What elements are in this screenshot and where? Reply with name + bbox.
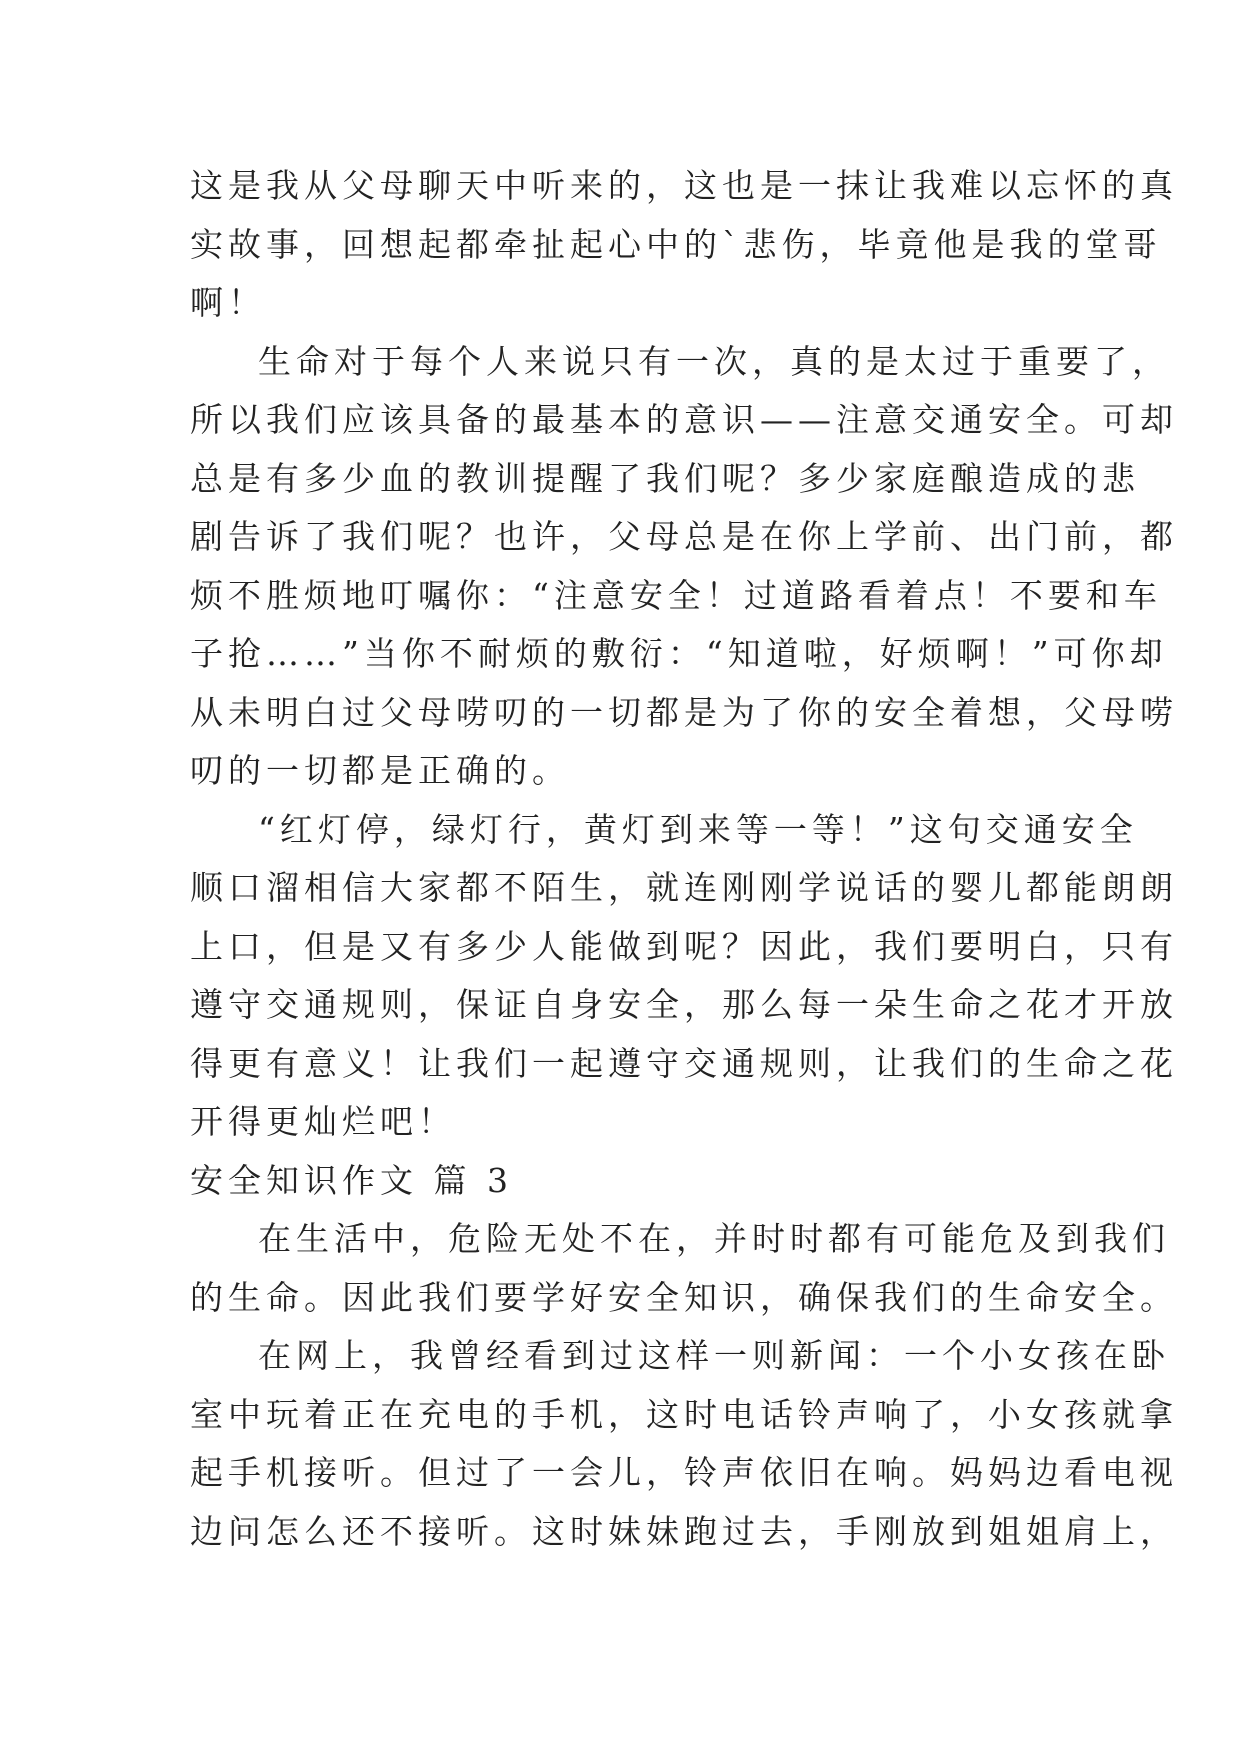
text-line: 实故事，回想起都牵扯起心中的`悲伤，毕竟他是我的堂哥 [190, 224, 1162, 264]
text-line: 总是有多少血的教训提醒了我们呢？多少家庭酿造成的悲 [190, 458, 1140, 498]
text-line: 这是我从父母聊天中听来的，这也是一抹让我难以忘怀的真 [190, 166, 1178, 205]
text-line: 边问怎么还不接听。这时妹妹跑过去，手刚放到姐姐肩上， [190, 1511, 1178, 1551]
text-line: 得更有意义！让我们一起遵守交通规则，让我们的生命之花 [190, 1043, 1178, 1083]
text-line: 在网上，我曾经看到过这样一则新闻：一个小女孩在卧 [258, 1336, 1170, 1375]
text-line: 生命对于每个人来说只有一次，真的是太过于重要了， [258, 341, 1170, 381]
text-line: 顺口溜相信大家都不陌生，就连刚刚学说话的婴儿都能朗朗 [190, 868, 1178, 907]
document-body [190, 157, 1178, 1561]
text-line: 剧告诉了我们呢？也许，父母总是在你上学前、出门前，都 [190, 517, 1178, 556]
text-line: 叨的一切都是正确的。 [190, 751, 570, 790]
text-line: 遵守交通规则，保证自身安全，那么每一朵生命之花才开放 [190, 985, 1178, 1024]
text-line: 上口，但是又有多少人能做到呢？因此，我们要明白，只有 [190, 926, 1178, 966]
text-line: 在生活中，危险无处不在，并时时都有可能危及到我们 [258, 1219, 1170, 1258]
text-line: “红灯停，绿灯行，黄灯到来等一等！”这句交通安全 [258, 809, 1138, 849]
text-line: 子抢……”当你不耐烦的敷衍：“知道啦，好烦啊！”可你却 [190, 634, 1168, 673]
text-line: 啊！ [190, 283, 266, 322]
text-line: 烦不胜烦地叮嘱你：“注意安全！过道路看着点！不要和车 [190, 575, 1162, 615]
text-line: 室中玩着正在充电的手机，这时电话铃声响了，小女孩就拿 [190, 1394, 1178, 1434]
text-line: 开得更灿烂吧！ [190, 1102, 456, 1141]
text-line: 的生命。因此我们要学好安全知识，确保我们的生命安全。 [190, 1277, 1178, 1317]
text-line: 起手机接听。但过了一会儿，铃声依旧在响。妈妈边看电视 [190, 1453, 1178, 1492]
section-heading: 安全知识作文 篇 3 [190, 1160, 513, 1200]
text-line: 所以我们应该具备的最基本的意识——注意交通安全。可却 [190, 400, 1178, 439]
text-line: 从未明白过父母唠叨的一切都是为了你的安全着想，父母唠 [190, 692, 1178, 732]
